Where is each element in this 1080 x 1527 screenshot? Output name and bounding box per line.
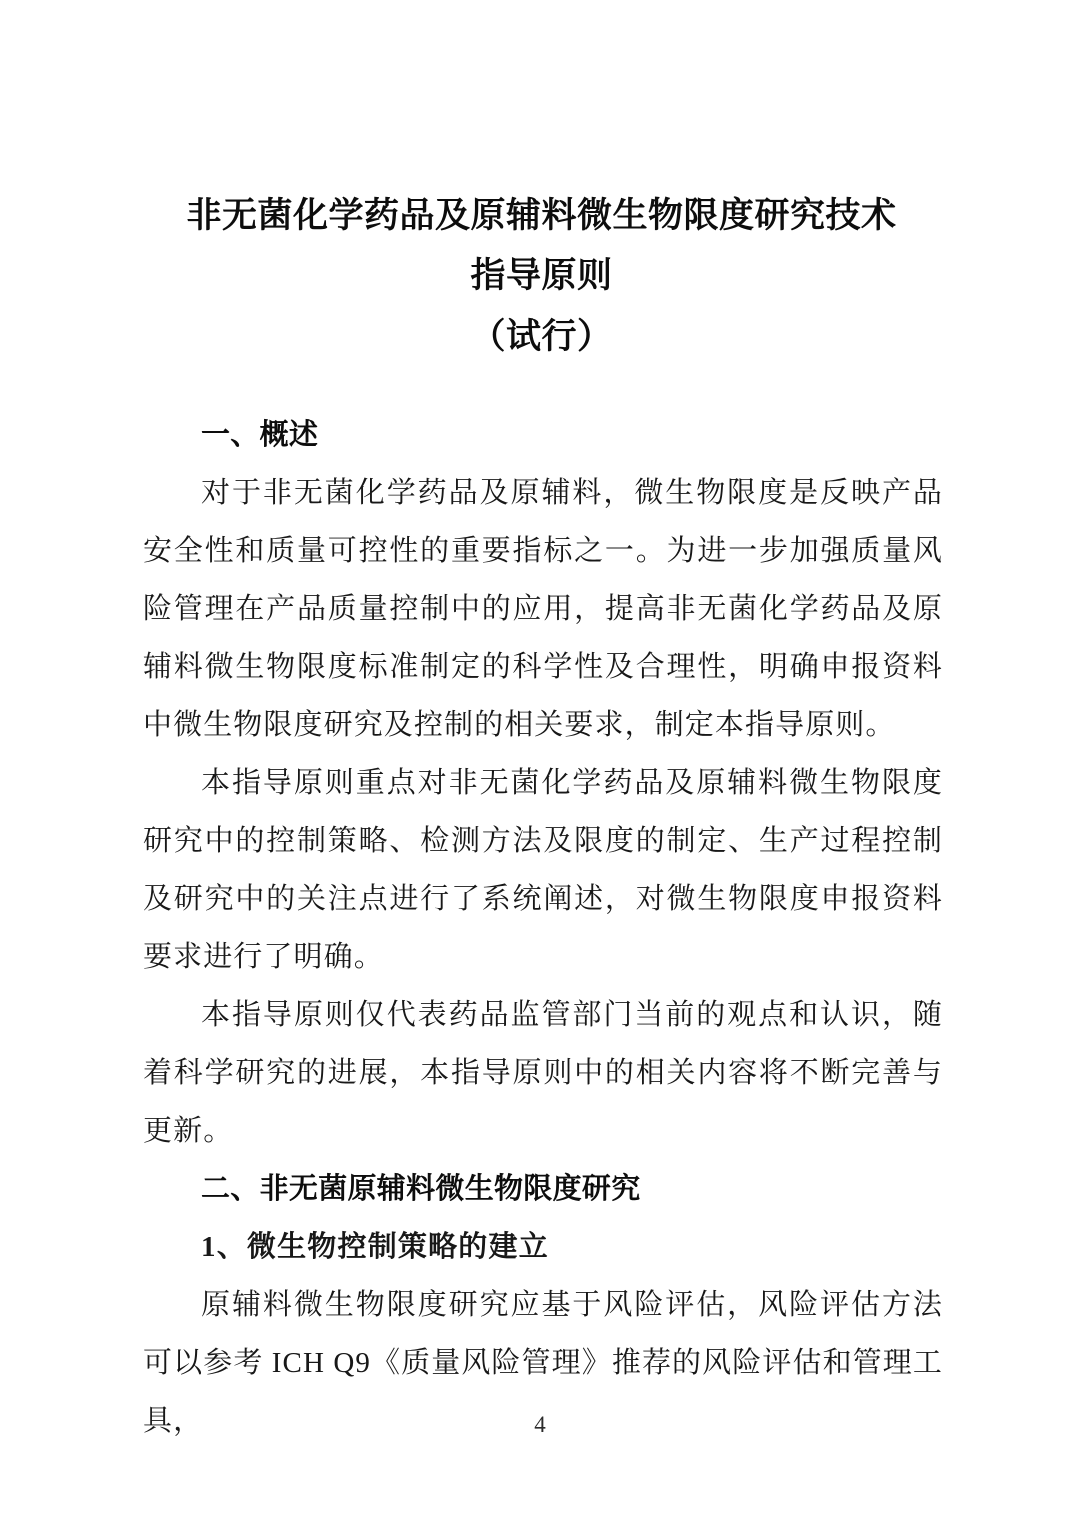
paragraph-overview-2: 本指导原则重点对非无菌化学药品及原辅料微生物限度研究中的控制策略、检测方法及限度的制定、生产过程控制及研究中的关注点进行了系统阐述，对微生物限度申报资料要求进行了明确。	[143, 767, 943, 973]
document-body	[143, 406, 943, 1450]
document-title-line-2: 指导原则	[470, 256, 613, 295]
subheading-control-strategy: 1、微生物控制策略的建立	[201, 1231, 549, 1263]
document-title-block	[143, 186, 940, 368]
document-title-line-1: 非无菌化学药品及原辅料微生物限度研究技术	[186, 196, 897, 235]
section-heading-raw-material-study: 二、非无菌原辅料微生物限度研究	[201, 1173, 641, 1205]
paragraph-overview-1: 对于非无菌化学药品及原辅料，微生物限度是反映产品安全性和质量可控性的重要指标之一。为进一步加强质量风险管理在产品质量控制中的应用，提高非无菌化学药品及原辅料微生物限度标准制定的科学性及合理性，明确申报资料中微生物限度研究及控制的相关要求，制定本指导原则。	[143, 477, 943, 741]
page-number: 4	[534, 1412, 546, 1437]
document-status-line: （试行）	[470, 317, 613, 356]
paragraph-overview-3: 本指导原则仅代表药品监管部门当前的观点和认识，随着科学研究的进展，本指导原则中的相关内容将不断完善与更新。	[143, 999, 943, 1147]
paragraph-control-strategy-1: 原辅料微生物限度研究应基于风险评估，风险评估方法可以参考 ICH Q9《质量风险管理》推荐的风险评估和管理工具，	[143, 1289, 943, 1437]
section-heading-overview: 一、概述	[201, 419, 319, 451]
